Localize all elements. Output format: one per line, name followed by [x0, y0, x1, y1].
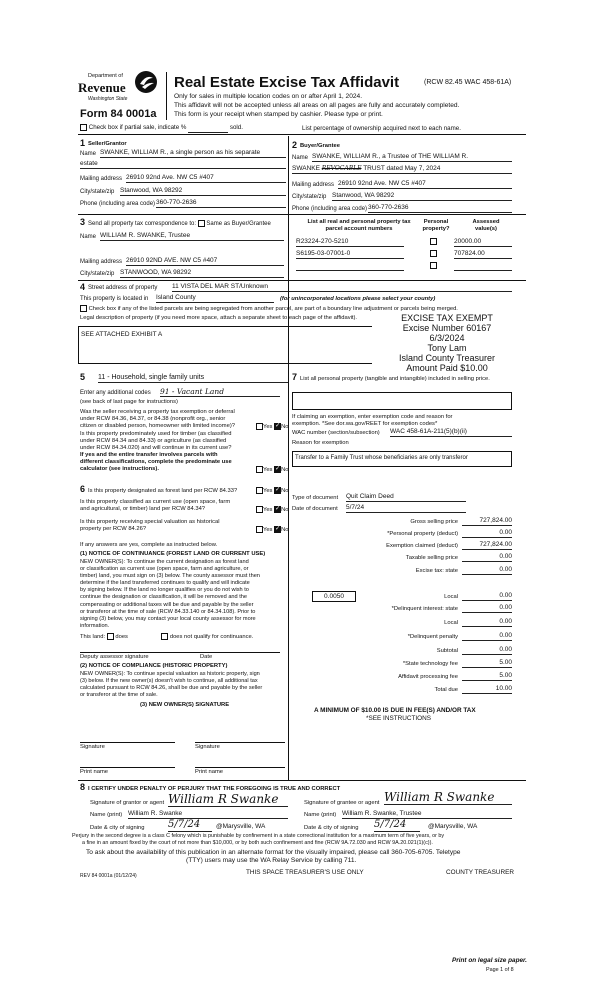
seller-heading: Seller/Grantor — [88, 141, 127, 147]
owner-sig-label-1: Signature — [80, 744, 105, 750]
additional-codes-label: Enter any additional codes — [80, 390, 151, 396]
exemption-label — [292, 414, 452, 428]
stamp-line-5: Island County Treasurer — [398, 353, 496, 363]
legal-desc-label: Legal description of property (if you need more space, attach a separate sheet to each page of the affidavit). — [80, 315, 358, 321]
s6-q3-answer — [256, 526, 289, 534]
revenue-wordmark: Revenue — [78, 80, 126, 95]
new-owner-sig-title: (3) NEW OWNER(S) SIGNATURE — [140, 702, 230, 708]
header-note-2: This affidavit will not be accepted unless all areas on all pages are fully and accurately completed. — [174, 102, 460, 109]
see-back-note: (see back of last page for instructions) — [80, 399, 178, 405]
yes-label: Yes — [263, 527, 273, 534]
exemption-label-line: If claiming an exemption, enter exemption code and reason for — [292, 414, 453, 420]
local-rate-box: 0.0050 — [312, 591, 356, 602]
no-label: No — [281, 424, 289, 431]
tax-line-label: Excise tax: state — [415, 568, 458, 574]
yes-checkbox[interactable] — [256, 526, 263, 533]
see-instructions-note: *SEE INSTRUCTIONS — [366, 715, 431, 722]
owner-print-label-2: Print name — [195, 769, 224, 775]
stamp-line-2: Excise Number 60167 — [402, 323, 492, 333]
seller-section-number: 1 — [80, 138, 86, 148]
grantor-sig-label: Signature of grantor or agent — [90, 800, 165, 806]
grantee-name-field[interactable]: William R. Swanke, Trustee — [342, 810, 512, 819]
divider — [78, 214, 526, 215]
deputy-date-label: Date — [200, 654, 213, 660]
yes-checkbox[interactable] — [256, 506, 263, 513]
parcel-col-header — [300, 219, 418, 233]
no-checkbox-checked[interactable]: ✓ — [275, 526, 281, 532]
assessed-value-field[interactable]: 20000.00 — [454, 238, 512, 247]
divider — [78, 280, 526, 281]
buyer-city-field[interactable]: Stanwood, WA 98292 — [332, 192, 512, 201]
treasurer-use-only: THIS SPACE TREASURER'S USE ONLY — [246, 869, 364, 876]
tax-line-label: *Personal property (deduct) — [387, 531, 458, 537]
form-number: Form 84 0001a — [80, 108, 157, 120]
corr-section-number: 3 — [80, 217, 86, 227]
stamp-line-3: 6/3/2024 — [429, 333, 465, 343]
grantor-name-field[interactable]: William R. Swanke — [128, 810, 288, 819]
seller-name-field-2[interactable]: estate — [80, 160, 286, 169]
s5-q2-line: Is this property predominately used for timber (as classified — [80, 431, 232, 437]
grantor-city-field[interactable]: @Marysville, WA — [216, 823, 266, 830]
corr-name-field[interactable]: WILLIAM R. SWANKE, Trustee — [100, 232, 284, 241]
section7-number: 7 — [292, 372, 298, 382]
owner-print-label-1: Print name — [80, 769, 109, 775]
tax-line-label: Subtotal — [436, 648, 458, 654]
partial-sale-label: Check box if partial sale, indicate % — [88, 124, 187, 132]
no-label: No — [281, 527, 289, 534]
segregated-checkbox[interactable] — [80, 305, 87, 312]
partial-sale-checkbox[interactable] — [80, 124, 87, 131]
wac-number-field[interactable]: WAC 458-61A-211(5)(b)(ii) — [390, 428, 512, 437]
revenue-swirl-icon — [134, 70, 158, 94]
personal-col-header — [418, 219, 454, 233]
additional-codes-field[interactable]: 91 - Vacant Land — [160, 387, 280, 397]
revenue-logo — [78, 70, 160, 110]
perjury-note-1: Perjury in the second degree is a class C felony which is punishable by confinement in a state correctional institution for a maximum term of five years, or by — [72, 833, 445, 839]
land-use-select[interactable]: 11 - Household, single family units — [98, 374, 288, 383]
grantor-signature[interactable]: William R Swanke — [168, 792, 288, 807]
buyer-phone-label: Phone (including area code) — [292, 206, 368, 212]
segregated-label: Check box if any of the listed parcels are being segregated from another parcel, are part of a boundary line adjustment or parcels being merged. — [88, 306, 458, 313]
notice1-line: NEW OWNER(S): To continue the current designation as forest land — [80, 559, 249, 565]
ownership-note: List percentage of ownership acquired next to each name. — [302, 125, 461, 132]
buyer-city-label: City/state/zip — [292, 194, 327, 200]
buyer-heading: Buyer/Grantee — [300, 143, 340, 149]
yes-checkbox[interactable] — [256, 487, 263, 494]
perjury-note-2: a fine in an amount fixed by the court of not more than $10,000, or by both such confinement and fine (RCW 9A.72.030 and RCW 9A.20.021(1)(c)). — [82, 840, 433, 846]
yes-label: Yes — [263, 424, 273, 431]
divider — [78, 780, 526, 781]
s5-q2b-line: calculator (see instructions). — [80, 466, 159, 472]
buyer-name-label: Name — [292, 155, 309, 161]
personal-property-checkbox[interactable] — [430, 250, 437, 257]
header-note-3: This form is your receipt when stamped by cashier. Please type or print. — [174, 111, 383, 118]
s6-q1: Is this property designated as forest land per RCW 84.33? — [88, 488, 238, 494]
tax-line-label: Affidavit processing fee — [398, 674, 458, 680]
seller-mail-label: Mailing address — [80, 176, 123, 182]
s5-q2b — [80, 452, 232, 473]
buyer-name-part-c: TRUST dated May 7, 2024 — [363, 165, 441, 172]
s5-q1-line: under RCW 84.36, 84.37, or 84.38 (nonprofit org., senior — [80, 416, 226, 422]
section6-number: 6 — [80, 484, 86, 494]
grantee-date-field[interactable]: 5/7/24 — [374, 819, 420, 832]
notice1-title: (1) NOTICE OF CONTINUANCE (FOREST LAND OR CURRENT USE) — [80, 551, 266, 557]
buyer-name-field-2[interactable] — [292, 165, 512, 174]
delinquent-interest-local-field[interactable]: 0.00 — [462, 618, 512, 627]
s6-q2-line: and agricultural, or timber) land per RCW 84.34? — [80, 506, 206, 512]
grantor-date-field[interactable]: 5/7/24 — [168, 819, 212, 832]
personal-col-header-line2: property? — [422, 225, 450, 232]
personal-property-box[interactable] — [292, 392, 512, 410]
notice1-line: timber) land, you must sign on (3) below. The county assessor must then — [80, 573, 260, 580]
buyer-name-field[interactable]: SWANKE, WILLIAM R., a Trustee of THE WILLIAM R. — [312, 153, 512, 162]
s6-q3-line: Is this property receiving special valuation as historical — [80, 519, 220, 525]
s5-q2b-line: different classifications, complete the predominate use — [80, 459, 232, 465]
s5-q1-line: citizen or disabled person, homeowner with limited income)? — [80, 423, 235, 429]
tax-line-label: *Delinquent interest: state — [391, 606, 458, 612]
assessed-value-field[interactable] — [454, 262, 512, 271]
s6-q1-answer — [256, 487, 289, 495]
county-treasurer-label: COUNTY TREASURER — [446, 869, 514, 876]
notice2-line: NEW OWNER(S): To continue special valuation as historic property, sign — [80, 671, 260, 677]
no-label: No — [281, 467, 289, 474]
s5-q2b-line: If yes and the entire transfer involves parcels with — [80, 452, 218, 458]
seller-name-label: Name — [80, 151, 97, 157]
notice1-body — [80, 559, 260, 630]
s5-q2-answer — [256, 466, 289, 474]
parcel-account-field[interactable]: R23224-270-5210 — [296, 238, 404, 247]
seller-phone-label: Phone (including area code) — [80, 201, 156, 207]
owner-print-line-1[interactable] — [80, 767, 175, 768]
personal-col-header-line1: Personal — [423, 219, 449, 225]
corr-mail-label: Mailing address — [80, 259, 123, 265]
buyer-mail-field[interactable]: 26910 92nd Ave. NW C5 #407 — [338, 180, 512, 189]
doc-date-field[interactable]: 5/7/24 — [346, 504, 466, 513]
does-label: does — [115, 634, 128, 641]
tax-line-label: Exemption claimed (deduct) — [386, 543, 458, 549]
grantee-name-label: Name (print) — [304, 812, 337, 818]
assessed-col-header-line2: value(s) — [475, 225, 497, 232]
county-select[interactable]: Island County — [156, 294, 274, 303]
subtotal-field[interactable]: 0.00 — [462, 646, 512, 655]
owner-print-line-2[interactable] — [195, 767, 285, 768]
personal-property-checkbox[interactable] — [430, 238, 437, 245]
parcel-account-field[interactable] — [296, 262, 404, 271]
treasurer-stamp — [372, 313, 522, 373]
notice1-line: determine if the land transferred continues to qualify and will indicate — [80, 580, 250, 587]
yes-label: Yes — [263, 488, 273, 495]
alt-format-note-1: To ask about the availability of this publication in an alternate format for the visually impaired, please call 360-705-6705. Teletype — [86, 849, 461, 856]
located-label: This property is located in — [80, 296, 149, 302]
tax-line-label: Local — [444, 620, 458, 626]
tax-line-label: *State technology fee — [402, 661, 458, 667]
continuance-row — [80, 633, 253, 641]
header-divider — [166, 72, 167, 120]
deputy-sig-line[interactable] — [80, 652, 280, 653]
s6-q3 — [80, 519, 220, 533]
does-checkbox[interactable] — [107, 633, 114, 640]
minimum-fee-note: A MINIMUM OF $10.00 IS DUE IN FEE(S) AND/OR TAX — [314, 707, 476, 714]
form-revision: REV 84 0001a (01/12/24) — [80, 873, 137, 879]
s5-q2-line: under RCW 84.34 and 84.33) or agriculture (as classified — [80, 438, 227, 444]
s5-q2-line: under RCW 84.34.020) and will continue in its current use? — [80, 445, 232, 451]
header-note-1: Only for sales in multiple location codes on or after April 1, 2024. — [174, 93, 363, 100]
partial-sale-percent-field[interactable] — [188, 124, 228, 132]
yes-label: Yes — [263, 467, 273, 474]
no-checkbox-checked[interactable]: ✓ — [275, 423, 281, 429]
street-label: Street address of property — [88, 285, 158, 291]
owner-sig-line-1[interactable] — [80, 742, 175, 743]
notice1-line: information. — [80, 622, 110, 629]
does-not-qualify-label: does not qualify for continuance. — [169, 634, 254, 641]
s6-q3-line: property per RCW 84.26? — [80, 526, 147, 532]
legal-desc-box[interactable] — [78, 326, 406, 364]
corr-city-field[interactable]: STANWOOD, WA 98292 — [120, 269, 284, 278]
corr-heading: Send all property tax correspondence to: — [88, 221, 197, 228]
grantee-signature[interactable]: William R Swanke — [384, 790, 512, 805]
buyer-name-handwritten: REVOCABLE — [321, 165, 362, 172]
notice2-line: or transferor at the time of sale. — [80, 692, 158, 699]
notice2-body — [80, 671, 262, 699]
yes-checkbox[interactable] — [256, 466, 263, 473]
corr-name-label: Name — [80, 234, 97, 240]
no-checkbox-checked[interactable]: ✓ — [275, 506, 281, 512]
doc-date-label: Date of document — [292, 506, 338, 512]
partial-sale-row — [80, 124, 243, 133]
perjury-certification: I CERTIFY UNDER PENALTY OF PERJURY THAT THE FOREGOING IS TRUE AND CORRECT — [88, 786, 341, 792]
s5-q1-line: Was the seller receiving a property tax exemption or deferral — [80, 409, 235, 415]
column-divider — [288, 136, 289, 780]
parcel-col-header-line2: parcel account numbers — [325, 225, 393, 232]
seller-phone-field[interactable]: 360-770-2636 — [156, 199, 286, 208]
excise-tax-state-field[interactable]: 0.00 — [462, 566, 512, 575]
any-yes-note: If any answers are yes, complete as instructed below. — [80, 542, 218, 548]
gross-selling-price-field[interactable]: 727,824.00 — [462, 517, 512, 526]
no-label: No — [281, 488, 289, 495]
washington-state-label: Washington State — [88, 96, 128, 102]
notice1-line: signing (3) below, you may contact your local county assessor for more — [80, 615, 256, 622]
parcel-col-header-line1: List all real and personal property tax — [307, 219, 411, 225]
dept-of-label: Department of — [88, 73, 123, 79]
reason-label: Reason for exemption — [292, 440, 349, 446]
state-technology-fee-field[interactable]: 5.00 — [462, 659, 512, 668]
notice2-title: (2) NOTICE OF COMPLIANCE (HISTORIC PROPERTY) — [80, 663, 228, 669]
corr-city-label: City/state/zip — [80, 271, 115, 277]
delinquent-interest-state-field[interactable]: 0.00 — [462, 604, 512, 613]
seller-city-field[interactable]: Stanwood, WA 98292 — [120, 187, 286, 196]
rcw-citation: (RCW 82.45 WAC 458-61A) — [424, 79, 512, 86]
parcel-account-field[interactable]: S6195-03-07001-0 — [296, 250, 404, 259]
stamp-line-6: Amount Paid $10.00 — [406, 363, 488, 373]
s6-q2-answer — [256, 506, 289, 514]
wac-label: WAC number (section/subsection) — [292, 430, 380, 436]
page-number: Page 1 of 8 — [486, 967, 514, 973]
affidavit-processing-fee-field[interactable]: 5.00 — [462, 672, 512, 681]
reason-field[interactable]: Transfer to a Family Trust whose beneficiaries are only transferor — [292, 451, 512, 467]
grantor-date-label: Date & city of signing — [90, 825, 145, 831]
property-section-number: 4 — [80, 282, 86, 292]
notice1-line: by signing below. If the land no longer qualifies or you do not wish to — [80, 587, 249, 594]
assessed-value-field[interactable]: 707824.00 — [454, 250, 512, 259]
buyer-section-number: 2 — [292, 140, 298, 150]
no-checkbox-checked[interactable]: ✓ — [275, 466, 281, 472]
grantee-sig-label: Signature of grantee or agent — [304, 800, 380, 806]
section5-number: 5 — [80, 372, 86, 382]
tax-line-label: *Delinquent penalty — [407, 634, 458, 640]
buyer-name-part-a: SWANKE — [292, 165, 320, 172]
notice1-line: continue the designation or classification, it will be removed and the — [80, 594, 247, 601]
yes-checkbox[interactable] — [256, 423, 263, 430]
no-checkbox-checked[interactable]: ✓ — [275, 487, 281, 493]
grantee-city-field[interactable]: @Marysville, WA — [428, 823, 478, 830]
grantor-name-label: Name (print) — [90, 812, 123, 818]
same-as-buyer-checkbox[interactable] — [198, 220, 205, 227]
notice1-line: or classification as current use (open space, farm and agriculture, or — [80, 566, 249, 573]
segregated-row — [80, 305, 458, 313]
this-land-label: This land: — [80, 634, 106, 641]
seller-mail-field[interactable]: 26910 92nd Ave. NW C5 #407 — [126, 174, 286, 183]
page-title: Real Estate Excise Tax Affidavit — [174, 74, 400, 91]
personal-property-checkbox[interactable] — [430, 262, 437, 269]
taxable-selling-price-field[interactable]: 0.00 — [462, 553, 512, 562]
personal-property-deduct-field[interactable]: 0.00 — [462, 529, 512, 538]
owner-sig-label-2: Signature — [195, 744, 220, 750]
assessed-col-header — [460, 219, 512, 233]
s6-q2-line: Is this property classified as current use (open space, farm — [80, 499, 231, 505]
sold-label: sold. — [229, 124, 243, 132]
excise-tax-local-field[interactable]: 0.00 — [462, 592, 512, 601]
doc-type-select[interactable]: Quit Claim Deed — [346, 493, 466, 502]
owner-sig-line-2[interactable] — [195, 742, 285, 743]
stamp-line-1: EXCISE TAX EXEMPT — [401, 313, 493, 323]
stamp-line-4: Tony Lam — [427, 343, 467, 353]
buyer-mail-label: Mailing address — [292, 182, 335, 188]
buyer-phone-field[interactable]: 360-770-2636 — [368, 204, 512, 213]
tax-line-label: Gross selling price — [410, 519, 458, 525]
tax-line-label: Total due — [434, 687, 458, 693]
s5-q1 — [80, 409, 235, 430]
seller-city-label: City/state/zip — [80, 189, 115, 195]
exemption-claimed-field[interactable]: 727,824.00 — [462, 541, 512, 550]
legal-desc-value: SEE ATTACHED EXHIBIT A — [81, 331, 163, 338]
alt-format-note-2: (TTY) users may use the WA Relay Service by calling 711. — [186, 857, 357, 864]
yes-label: Yes — [263, 507, 273, 514]
corr-mail-field[interactable]: 26910 92ND AVE. NW C5 #407 — [126, 257, 284, 266]
notice1-line: or transferor at the time of sale (RCW 84.33.140 or 84.34.108). Prior to — [80, 608, 256, 615]
s5-q2 — [80, 431, 231, 452]
seller-name-field[interactable]: SWANKE, WILLIAM R., a single person as his separate — [100, 149, 286, 158]
grantee-date-label: Date & city of signing — [304, 825, 359, 831]
assessed-col-header-line1: Assessed — [472, 219, 500, 225]
notice2-line: (3) below. If the new owner(s) doesn't wish to continue, all additional tax — [80, 678, 258, 685]
doc-type-label: Type of document — [292, 495, 339, 501]
does-not-qualify-checkbox[interactable] — [161, 633, 168, 640]
exemption-label-line: exemption. *See dor.wa.gov/REET for exemption codes* — [292, 421, 438, 427]
notice1-line: compensating or additional taxes will be due and payable by the seller — [80, 601, 254, 608]
personal-property-label: List all personal property (tangible and intangible) included in selling price. — [300, 376, 490, 382]
s6-q2 — [80, 499, 230, 513]
divider — [78, 134, 526, 135]
deputy-sig-label: Deputy assessor signature — [80, 654, 149, 660]
tax-line-label: Local — [444, 594, 458, 600]
legal-paper-note: Print on legal size paper. — [452, 957, 527, 964]
street-address-field[interactable]: 11 VISTA DEL MAR ST/Unknown — [172, 283, 512, 292]
same-as-buyer-label: Same as Buyer/Grantee — [206, 221, 271, 228]
notice2-line: calculated pursuant to RCW 84.26, shall be due and payable by the seller — [80, 685, 263, 692]
delinquent-penalty-field[interactable]: 0.00 — [462, 632, 512, 641]
tax-line-label: Taxable selling price — [405, 555, 458, 561]
s5-q1-answer — [256, 423, 289, 431]
unincorporated-note: (for unincorporated locations please select your county) — [280, 296, 436, 302]
no-label: No — [281, 507, 289, 514]
corr-heading-row — [88, 220, 271, 228]
section8-number: 8 — [80, 782, 86, 792]
total-due-field[interactable]: 10.00 — [462, 685, 512, 694]
